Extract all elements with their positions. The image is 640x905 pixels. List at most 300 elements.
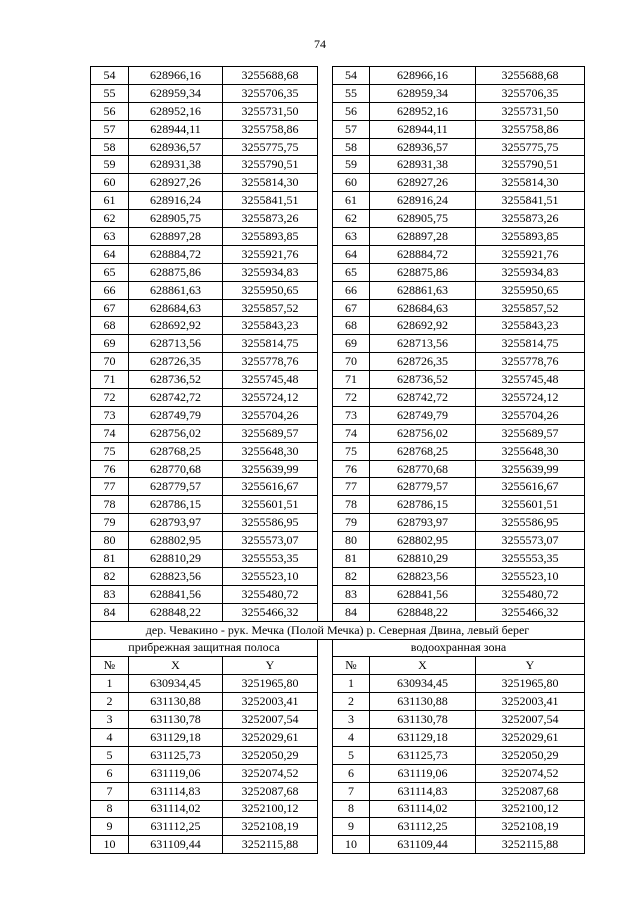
column-gap [318,120,333,138]
x-coordinate-left: 628756,02 [129,424,223,442]
y-coordinate-right: 3255758,86 [476,120,585,138]
header-x-right: X [370,657,476,675]
y-coordinate-right: 3255586,95 [476,514,585,532]
header-number-right: № [333,657,370,675]
point-number-right: 1 [333,675,370,693]
point-number-left: 63 [91,228,129,246]
x-coordinate-right: 628756,02 [370,424,476,442]
x-coordinate-left: 631109,44 [129,836,223,854]
y-coordinate-right: 3255601,51 [476,496,585,514]
header-x-left: X [129,657,223,675]
point-number-left: 68 [91,317,129,335]
subtitle-row [91,639,585,657]
table-row [91,281,585,299]
column-gap [318,532,333,550]
point-number-right: 68 [333,317,370,335]
column-gap [318,192,333,210]
y-coordinate-left: 3255857,52 [223,299,318,317]
x-coordinate-left: 628810,29 [129,550,223,568]
x-coordinate-right: 628726,35 [370,353,476,371]
column-gap [318,478,333,496]
x-coordinate-right: 628770,68 [370,460,476,478]
x-coordinate-left: 628713,56 [129,335,223,353]
x-coordinate-right: 628944,11 [370,120,476,138]
y-coordinate-left: 3252115,88 [223,836,318,854]
point-number-left: 8 [91,800,129,818]
point-number-left: 10 [91,836,129,854]
point-number-right: 72 [333,389,370,407]
column-gap [318,281,333,299]
x-coordinate-right: 628692,92 [370,317,476,335]
point-number-left: 59 [91,156,129,174]
point-number-right: 59 [333,156,370,174]
y-coordinate-right: 3255706,35 [476,84,585,102]
y-coordinate-left: 3255775,75 [223,138,318,156]
table-row [91,442,585,460]
y-coordinate-right: 3255775,75 [476,138,585,156]
y-coordinate-left: 3255601,51 [223,496,318,514]
point-number-left: 2 [91,693,129,711]
x-coordinate-right: 628749,79 [370,406,476,424]
x-coordinate-left: 628944,11 [129,120,223,138]
x-coordinate-left: 628927,26 [129,174,223,192]
table-row [91,567,585,585]
x-coordinate-right: 631109,44 [370,836,476,854]
point-number-left: 73 [91,406,129,424]
x-coordinate-left: 628884,72 [129,245,223,263]
x-coordinate-left: 631112,25 [129,818,223,836]
left-subtitle: прибрежная защитная полоса [91,639,318,657]
point-number-right: 71 [333,371,370,389]
table-row [91,335,585,353]
x-coordinate-left: 631125,73 [129,746,223,764]
column-gap [318,263,333,281]
column-gap [318,442,333,460]
point-number-right: 7 [333,782,370,800]
x-coordinate-right: 631119,06 [370,764,476,782]
x-coordinate-right: 628823,56 [370,567,476,585]
y-coordinate-left: 3255758,86 [223,120,318,138]
table-row [91,371,585,389]
y-coordinate-right: 3255724,12 [476,389,585,407]
point-number-right: 83 [333,585,370,603]
column-gap [318,800,333,818]
right-subtitle: водоохранная зона [333,639,585,657]
point-number-right: 8 [333,800,370,818]
y-coordinate-left: 3255523,10 [223,567,318,585]
table-row [91,478,585,496]
point-number-right: 75 [333,442,370,460]
y-coordinate-right: 3255893,85 [476,228,585,246]
y-coordinate-left: 3255466,32 [223,603,318,621]
y-coordinate-right: 3255480,72 [476,585,585,603]
x-coordinate-right: 628848,22 [370,603,476,621]
point-number-left: 55 [91,84,129,102]
x-coordinate-left: 628848,22 [129,603,223,621]
x-coordinate-right: 628841,56 [370,585,476,603]
y-coordinate-right: 3255616,67 [476,478,585,496]
table-row [91,67,585,85]
y-coordinate-left: 3255724,12 [223,389,318,407]
point-number-right: 62 [333,210,370,228]
table-row [91,550,585,568]
top-rows [91,67,585,622]
point-number-left: 70 [91,353,129,371]
y-coordinate-left: 3255731,50 [223,102,318,120]
table-row [91,174,585,192]
column-gap [318,603,333,621]
table-row [91,210,585,228]
column-gap [318,639,333,657]
table-row [91,514,585,532]
y-coordinate-left: 3255480,72 [223,585,318,603]
point-number-left: 3 [91,711,129,729]
x-coordinate-right: 631130,78 [370,711,476,729]
point-number-right: 63 [333,228,370,246]
x-coordinate-right: 628936,57 [370,138,476,156]
x-coordinate-right: 628810,29 [370,550,476,568]
table-row [91,120,585,138]
point-number-right: 61 [333,192,370,210]
point-number-right: 60 [333,174,370,192]
point-number-left: 4 [91,728,129,746]
x-coordinate-right: 631129,18 [370,728,476,746]
table-row [91,603,585,621]
y-coordinate-left: 3252003,41 [223,693,318,711]
column-gap [318,84,333,102]
column-header-row [91,657,585,675]
point-number-right: 81 [333,550,370,568]
point-number-left: 1 [91,675,129,693]
x-coordinate-left: 628861,63 [129,281,223,299]
y-coordinate-left: 3255814,75 [223,335,318,353]
x-coordinate-left: 628768,25 [129,442,223,460]
point-number-left: 75 [91,442,129,460]
point-number-right: 80 [333,532,370,550]
point-number-right: 69 [333,335,370,353]
header-y-left: Y [223,657,318,675]
table-row [91,192,585,210]
section-header [91,621,585,675]
table-row [91,406,585,424]
column-gap [318,550,333,568]
column-gap [318,818,333,836]
column-gap [318,836,333,854]
x-coordinate-right: 628793,97 [370,514,476,532]
column-gap [318,460,333,478]
point-number-right: 70 [333,353,370,371]
y-coordinate-left: 3252050,29 [223,746,318,764]
y-coordinate-right: 3255704,26 [476,406,585,424]
y-coordinate-right: 3255523,10 [476,567,585,585]
point-number-left: 83 [91,585,129,603]
column-gap [318,567,333,585]
y-coordinate-right: 3255873,26 [476,210,585,228]
bottom-rows [91,675,585,854]
point-number-left: 74 [91,424,129,442]
column-gap [318,353,333,371]
point-number-left: 81 [91,550,129,568]
x-coordinate-right: 630934,45 [370,675,476,693]
y-coordinate-left: 3252007,54 [223,711,318,729]
x-coordinate-right: 631125,73 [370,746,476,764]
point-number-left: 64 [91,245,129,263]
header-y-right: Y [476,657,585,675]
column-gap [318,657,333,675]
section-title: дер. Чевакино - рук. Мечка (Полой Мечка) р. Северная Двина, левый берег [91,621,585,639]
column-gap [318,299,333,317]
point-number-right: 9 [333,818,370,836]
x-coordinate-right: 628905,75 [370,210,476,228]
point-number-right: 58 [333,138,370,156]
table-row [91,138,585,156]
column-gap [318,371,333,389]
x-coordinate-left: 631114,02 [129,800,223,818]
column-gap [318,174,333,192]
table-row [91,245,585,263]
y-coordinate-right: 3255553,35 [476,550,585,568]
table-row [91,156,585,174]
y-coordinate-right: 3252029,61 [476,728,585,746]
x-coordinate-left: 628875,86 [129,263,223,281]
column-gap [318,210,333,228]
table-row [91,532,585,550]
point-number-right: 56 [333,102,370,120]
x-coordinate-left: 628952,16 [129,102,223,120]
table-row [91,353,585,371]
point-number-right: 4 [333,728,370,746]
y-coordinate-left: 3255586,95 [223,514,318,532]
y-coordinate-left: 3255843,23 [223,317,318,335]
table-row [91,424,585,442]
point-number-right: 2 [333,693,370,711]
point-number-right: 77 [333,478,370,496]
table-row [91,496,585,514]
table-row [91,84,585,102]
column-gap [318,228,333,246]
x-coordinate-left: 628684,63 [129,299,223,317]
column-gap [318,317,333,335]
y-coordinate-right: 3255814,75 [476,335,585,353]
x-coordinate-left: 628916,24 [129,192,223,210]
y-coordinate-right: 3252074,52 [476,764,585,782]
point-number-left: 6 [91,764,129,782]
point-number-left: 62 [91,210,129,228]
column-gap [318,406,333,424]
table-row [91,836,585,854]
point-number-right: 3 [333,711,370,729]
x-coordinate-left: 628966,16 [129,67,223,85]
column-gap [318,585,333,603]
y-coordinate-left: 3255689,57 [223,424,318,442]
point-number-right: 74 [333,424,370,442]
y-coordinate-left: 3255745,48 [223,371,318,389]
x-coordinate-right: 631112,25 [370,818,476,836]
y-coordinate-left: 3255553,35 [223,550,318,568]
y-coordinate-right: 3252087,68 [476,782,585,800]
x-coordinate-right: 628875,86 [370,263,476,281]
table-row [91,460,585,478]
header-number-left: № [91,657,129,675]
point-number-left: 82 [91,567,129,585]
point-number-left: 58 [91,138,129,156]
x-coordinate-left: 628779,57 [129,478,223,496]
column-gap [318,102,333,120]
x-coordinate-right: 628966,16 [370,67,476,85]
point-number-left: 84 [91,603,129,621]
column-gap [318,156,333,174]
x-coordinate-left: 631130,88 [129,693,223,711]
point-number-right: 57 [333,120,370,138]
y-coordinate-left: 3255950,65 [223,281,318,299]
point-number-right: 5 [333,746,370,764]
y-coordinate-right: 3252108,19 [476,818,585,836]
y-coordinate-right: 3252115,88 [476,836,585,854]
point-number-right: 67 [333,299,370,317]
column-gap [318,746,333,764]
x-coordinate-right: 628786,15 [370,496,476,514]
table-row [91,818,585,836]
y-coordinate-left: 3255814,30 [223,174,318,192]
y-coordinate-left: 3255921,76 [223,245,318,263]
point-number-left: 9 [91,818,129,836]
y-coordinate-right: 3255790,51 [476,156,585,174]
point-number-left: 71 [91,371,129,389]
y-coordinate-right: 3252007,54 [476,711,585,729]
x-coordinate-right: 628916,24 [370,192,476,210]
x-coordinate-left: 628742,72 [129,389,223,407]
table-row [91,389,585,407]
y-coordinate-right: 3255814,30 [476,174,585,192]
column-gap [318,728,333,746]
x-coordinate-right: 628927,26 [370,174,476,192]
x-coordinate-left: 631130,78 [129,711,223,729]
x-coordinate-right: 628736,52 [370,371,476,389]
point-number-left: 67 [91,299,129,317]
x-coordinate-right: 628897,28 [370,228,476,246]
y-coordinate-left: 3252108,19 [223,818,318,836]
column-gap [318,389,333,407]
table-row [91,675,585,693]
column-gap [318,782,333,800]
point-number-left: 72 [91,389,129,407]
column-gap [318,514,333,532]
y-coordinate-left: 3255873,26 [223,210,318,228]
point-number-left: 60 [91,174,129,192]
x-coordinate-left: 628823,56 [129,567,223,585]
x-coordinate-left: 628959,34 [129,84,223,102]
x-coordinate-left: 628749,79 [129,406,223,424]
x-coordinate-left: 628802,95 [129,532,223,550]
point-number-left: 76 [91,460,129,478]
point-number-right: 65 [333,263,370,281]
y-coordinate-left: 3252074,52 [223,764,318,782]
point-number-right: 64 [333,245,370,263]
y-coordinate-right: 3251965,80 [476,675,585,693]
column-gap [318,675,333,693]
x-coordinate-left: 628786,15 [129,496,223,514]
point-number-right: 6 [333,764,370,782]
x-coordinate-right: 628684,63 [370,299,476,317]
x-coordinate-right: 628802,95 [370,532,476,550]
x-coordinate-left: 628841,56 [129,585,223,603]
column-gap [318,245,333,263]
y-coordinate-left: 3252087,68 [223,782,318,800]
point-number-left: 69 [91,335,129,353]
table-row [91,693,585,711]
x-coordinate-right: 631130,88 [370,693,476,711]
y-coordinate-right: 3255466,32 [476,603,585,621]
x-coordinate-left: 628936,57 [129,138,223,156]
point-number-left: 61 [91,192,129,210]
y-coordinate-left: 3255704,26 [223,406,318,424]
x-coordinate-right: 628952,16 [370,102,476,120]
y-coordinate-right: 3255639,99 [476,460,585,478]
x-coordinate-right: 628713,56 [370,335,476,353]
point-number-right: 55 [333,84,370,102]
column-gap [318,496,333,514]
y-coordinate-left: 3255573,07 [223,532,318,550]
x-coordinate-left: 630934,45 [129,675,223,693]
x-coordinate-right: 631114,02 [370,800,476,818]
x-coordinate-right: 628742,72 [370,389,476,407]
y-coordinate-left: 3255706,35 [223,84,318,102]
x-coordinate-left: 628692,92 [129,317,223,335]
x-coordinate-right: 628959,34 [370,84,476,102]
y-coordinate-left: 3251965,80 [223,675,318,693]
y-coordinate-right: 3255573,07 [476,532,585,550]
y-coordinate-right: 3255778,76 [476,353,585,371]
page-number: 74 [314,37,326,51]
column-gap [318,67,333,85]
table-row [91,711,585,729]
y-coordinate-right: 3255648,30 [476,442,585,460]
x-coordinate-right: 628884,72 [370,245,476,263]
y-coordinate-left: 3255841,51 [223,192,318,210]
x-coordinate-left: 628793,97 [129,514,223,532]
x-coordinate-left: 631114,83 [129,782,223,800]
x-coordinate-left: 628931,38 [129,156,223,174]
y-coordinate-left: 3255616,67 [223,478,318,496]
table-row [91,263,585,281]
point-number-left: 80 [91,532,129,550]
x-coordinate-right: 631114,83 [370,782,476,800]
point-number-right: 76 [333,460,370,478]
y-coordinate-right: 3255921,76 [476,245,585,263]
y-coordinate-right: 3255843,23 [476,317,585,335]
y-coordinate-left: 3255639,99 [223,460,318,478]
column-gap [318,711,333,729]
x-coordinate-left: 628736,52 [129,371,223,389]
table-row [91,800,585,818]
y-coordinate-left: 3252029,61 [223,728,318,746]
y-coordinate-left: 3255893,85 [223,228,318,246]
column-gap [318,764,333,782]
y-coordinate-right: 3255934,83 [476,263,585,281]
x-coordinate-left: 631129,18 [129,728,223,746]
x-coordinate-left: 628770,68 [129,460,223,478]
table-row [91,746,585,764]
point-number-right: 66 [333,281,370,299]
y-coordinate-right: 3252050,29 [476,746,585,764]
column-gap [318,424,333,442]
y-coordinate-left: 3255934,83 [223,263,318,281]
y-coordinate-left: 3255688,68 [223,67,318,85]
column-gap [318,693,333,711]
point-number-left: 78 [91,496,129,514]
point-number-right: 84 [333,603,370,621]
y-coordinate-right: 3252003,41 [476,693,585,711]
